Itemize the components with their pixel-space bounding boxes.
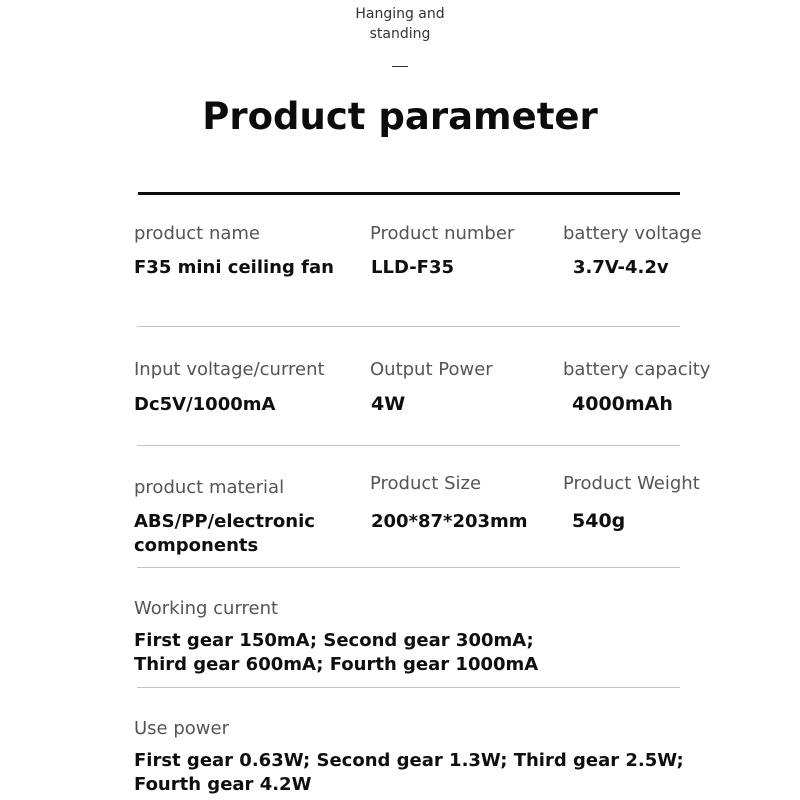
output-power-value: 4W (371, 393, 406, 415)
caption-line-1: Hanging and (355, 6, 445, 22)
use-power-label: Use power (134, 718, 229, 739)
title-divider (138, 192, 680, 195)
input-voltage-value: Dc5V/1000mA (134, 394, 276, 415)
battery-voltage-label: battery voltage (563, 223, 702, 244)
product-material-value-line-1: ABS/PP/electronic (134, 511, 315, 532)
row-divider-1 (137, 326, 680, 327)
use-power-line-2: Fourth gear 4.2W (134, 774, 312, 795)
battery-capacity-label: battery capacity (563, 359, 711, 380)
battery-voltage-value: 3.7V-4.2v (573, 257, 669, 278)
caption-dash (392, 66, 408, 67)
product-size-value: 200*87*203mm (371, 511, 528, 532)
battery-capacity-value: 4000mAh (572, 393, 673, 415)
row-divider-4 (137, 687, 680, 688)
working-current-line-1: First gear 150mA; Second gear 300mA; (134, 630, 534, 651)
row-divider-3 (137, 567, 680, 568)
caption-line-2: standing (369, 26, 431, 42)
product-size-label: Product Size (370, 473, 482, 494)
output-power-label: Output Power (370, 359, 493, 380)
product-name-label: product name (134, 223, 260, 244)
input-voltage-label: Input voltage/current (134, 359, 325, 380)
page-title: Product parameter (202, 95, 598, 138)
working-current-label: Working current (134, 598, 279, 619)
product-number-label: Product number (370, 223, 515, 244)
product-material-label: product material (134, 477, 285, 498)
product-name-value: F35 mini ceiling fan (134, 257, 334, 278)
product-number-value: LLD-F35 (371, 257, 455, 278)
header-caption (0, 4, 800, 44)
row-divider-2 (137, 445, 680, 446)
product-weight-value: 540g (572, 510, 626, 532)
product-weight-label: Product Weight (563, 473, 700, 494)
use-power-line-1: First gear 0.63W; Second gear 1.3W; Third gear 2.5W; (134, 750, 684, 771)
working-current-line-2: Third gear 600mA; Fourth gear 1000mA (134, 654, 539, 675)
product-material-value-line-2: components (134, 535, 259, 556)
